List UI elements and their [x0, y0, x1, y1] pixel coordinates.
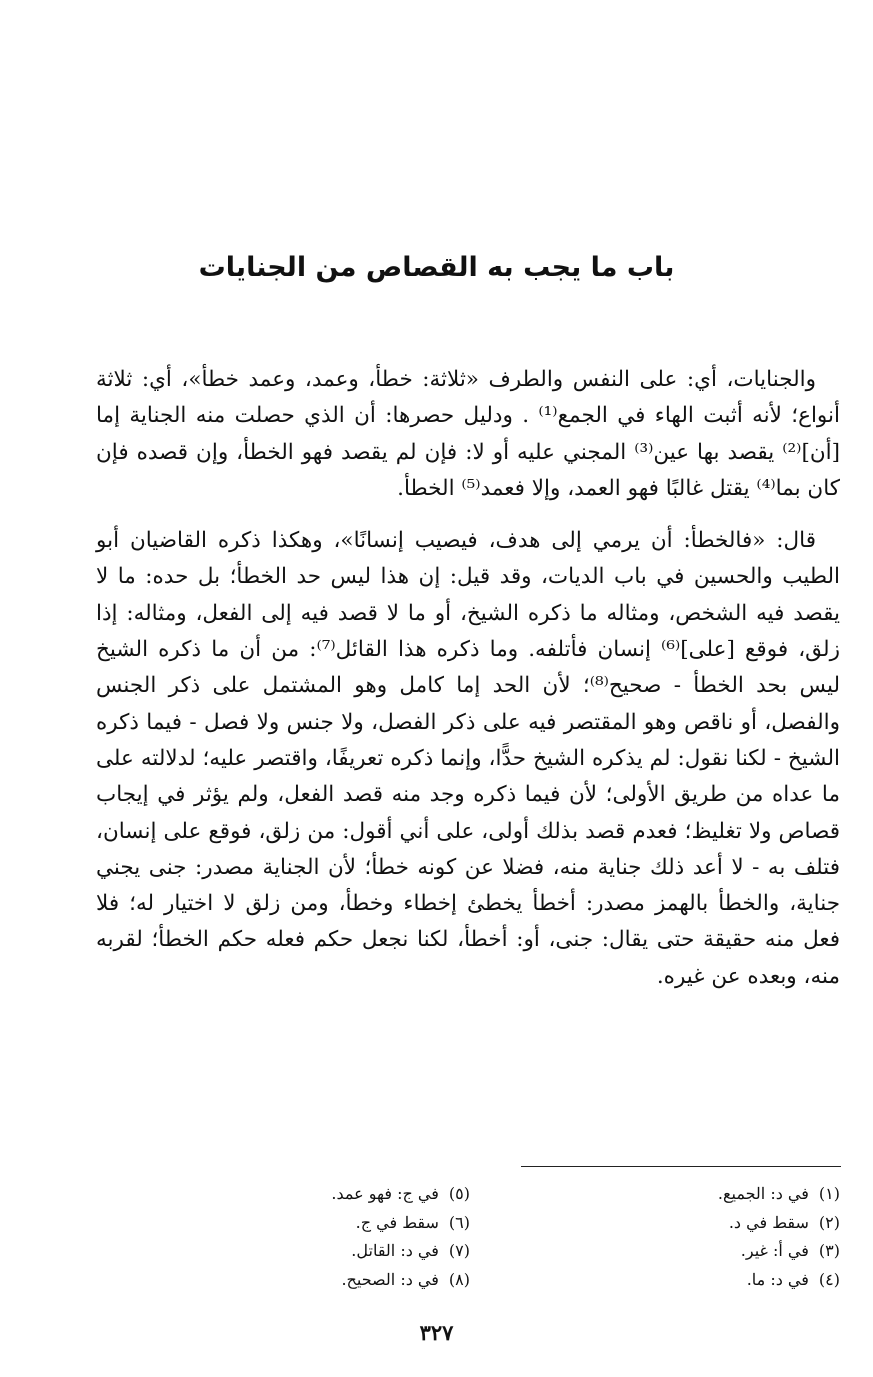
footnote-6	[170, 1209, 470, 1238]
footnote-text: في ج: فهو عمد.	[331, 1184, 439, 1203]
footnote-text: سقط في د.	[728, 1212, 809, 1232]
footnotes-right-column	[540, 1180, 840, 1294]
footnote-number: (٢)	[818, 1212, 840, 1232]
paragraph-2: قال: «فالخطأ: أن يرمي إلى هدف، فيصيب إنسانًا»، وهكذا ذكره القاضيان أبو الطيب والحسين في باب الديات، وقد قيل: إن هذا ليس حد الخطأ؛ بل حده: ما لا يقصد فيه الشخص، ومثاله ما ذكره الشيخ، أو ما لا قصد فيه إلى الفعل، ومثاله: إذا زلق، فوقع [على]⁽⁶⁾ إنسان فأتلفه. وما ذكره هذا القائل⁽⁷⁾: من أن ما ذكره الشيخ ليس بحد الخطأ - صحيح⁽⁸⁾؛ لأن الحد إما كامل وهو المشتمل على ذكر الجنس والفصل، أو ناقص وهو المقتصر فيه على ذكر الفصل، ولا جنس ولا فصل - فيما ذكره الشيخ - لكنا نقول: لم يذكره الشيخ حدًّا، وإنما ذكره تعريفًا، واقتصر عليه؛ لدلالته على ما عداه من طريق الأولى؛ لأن فيما ذكره وجد منه قصد الفعل، ولم يؤثر في إيجاب قصاص ولا تغليظ؛ فعدم قصد بذلك أولى، على أني أقول: من زلق، فوقع على إنسان، فتلف به - لا أعد ذلك جناية منه، فضلا عن كونه خطأ؛ لأن الجناية مصدر: جنى يجني جناية، والخطأ بالهمز مصدر: أخطأ يخطئ إخطاء وخطأ، ومن زلق لا اختيار له؛ فلا فعل منه حقيقة حتى يقال: جنى، أو: أخطأ، لكنا نجعل حكم فعله حكم الخطأ؛ لقربه منه، وبعده عن غيره.	[96, 528, 840, 989]
footnote-7	[170, 1237, 470, 1266]
footnote-number: (٦)	[448, 1212, 470, 1232]
footnote-text: في د: الصحيح.	[341, 1269, 439, 1289]
footnote-number: (٣)	[818, 1241, 840, 1260]
page-number: ٣٢٧	[419, 1320, 454, 1345]
footnote-text: في د: القاتل.	[351, 1241, 439, 1260]
footnote-separator	[521, 1166, 841, 1167]
footnote-1	[540, 1180, 840, 1209]
paragraph-1: والجنايات، أي: على النفس والطرف «ثلاثة: خطأ، وعمد، وعمد خطأ»، أي: ثلاثة أنواع؛ لأنه أثبت الهاء في الجمع⁽¹⁾ . ودليل حصرها: أن الذي حصلت منه الجناية إما [أن]⁽²⁾ يقصد بها عين⁽³⁾ المجني عليه أو لا: فإن لم يقصد فهو الخطأ، وإن قصده فإن كان بما⁽⁴⁾ يقتل غالبًا فهو العمد، وإلا فعمد⁽⁵⁾ الخطأ.	[96, 367, 840, 501]
footnote-8	[170, 1266, 470, 1295]
footnote-text: في أ: غير.	[740, 1241, 809, 1260]
chapter-title: باب ما يجب به القصاص من الجنايات	[198, 252, 675, 283]
footnote-text: في د: ما.	[746, 1269, 809, 1289]
footnote-number: (٧)	[448, 1241, 470, 1260]
footnote-number: (٤)	[818, 1269, 840, 1289]
footnotes	[150, 1180, 840, 1310]
footnote-number: (٨)	[448, 1269, 470, 1289]
footnote-text: سقط في ج.	[355, 1212, 439, 1232]
footnote-3	[540, 1237, 840, 1266]
footnote-2	[540, 1209, 840, 1238]
main-text	[96, 362, 840, 995]
footnote-text: في د: الجميع.	[717, 1184, 809, 1203]
footnote-number: (٥)	[448, 1184, 470, 1203]
footnotes-left-column	[170, 1180, 470, 1294]
footnote-5	[170, 1180, 470, 1209]
footnote-number: (١)	[818, 1184, 840, 1203]
footnote-4	[540, 1266, 840, 1295]
